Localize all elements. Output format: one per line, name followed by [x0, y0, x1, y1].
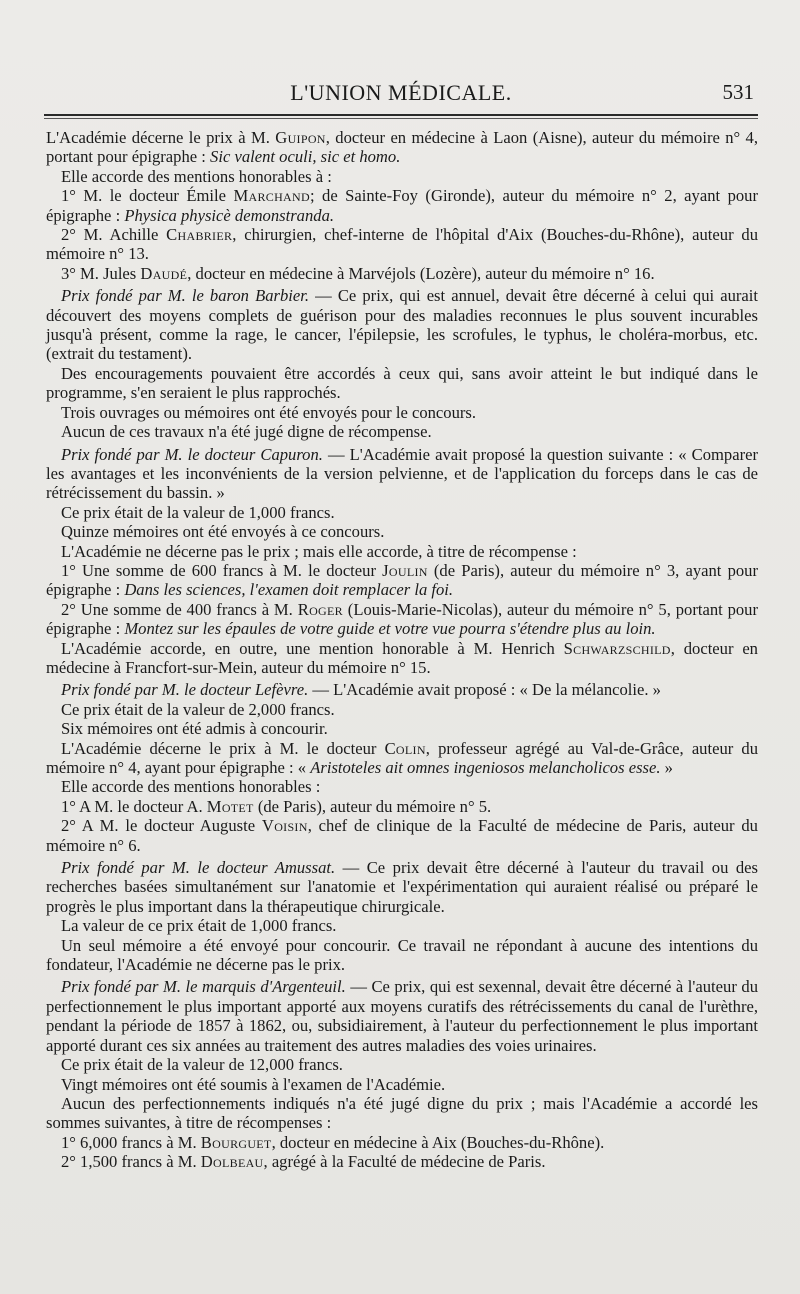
paragraph: [46, 225, 758, 264]
paragraph-text: 2° Une somme de 400 francs à M.: [60, 599, 298, 619]
paragraph: [46, 1152, 758, 1171]
paragraph: [46, 286, 758, 364]
paragraph-text: Trois ouvrages ou mémoires ont été envoyés pour le concours.: [60, 402, 477, 422]
italic-text: Prix fondé par M. le baron Barbier.: [60, 286, 310, 306]
paragraph-text: , professeur agrégé au Val-de-Grâce, auteur du mémoire n° 4, ayant pour épigraphe : «: [46, 738, 758, 777]
author-name: Roger: [297, 599, 343, 619]
paragraph-text: , agrégé à la Faculté de médecine de Paris.: [263, 1152, 546, 1172]
author-name: Voisin: [261, 816, 308, 836]
paragraph: [46, 600, 758, 639]
paragraph-text: Aucun de ces travaux n'a été jugé digne de récompense.: [60, 422, 432, 442]
paragraph-text: ; de Sainte-Foy (Gironde), auteur du mémoire n° 2, ayant pour épigraphe :: [46, 186, 758, 225]
author-name: Bourguet: [200, 1132, 272, 1152]
paragraph: [46, 445, 758, 503]
paragraph-text: 1° Une somme de 600 francs à M. le docteur: [60, 560, 383, 580]
paragraph-text: (Louis-Marie-Nicolas), auteur du mémoire n° 5, portant pour épigraphe :: [46, 599, 759, 639]
paragraph: [46, 503, 758, 522]
paragraph: [46, 128, 758, 167]
author-name: Marchand: [233, 186, 310, 206]
author-name: Motet: [206, 796, 254, 816]
paragraph: [46, 167, 758, 186]
page-number: 531: [722, 80, 754, 104]
paragraph-text: Ce prix était de la valeur de 2,000 francs.: [60, 699, 335, 719]
italic-text: Prix fondé par M. le marquis d'Argenteuil.: [60, 977, 346, 997]
paragraph-text: 3° M. Jules: [60, 263, 141, 283]
author-name: Colin: [384, 738, 426, 758]
paragraph-text: — Ce prix devait être décerné à l'auteur du travail ou des recherches basées simultanément sur l'anatomie et l'expérimentation qui auraient réalisé ou préparé le progrès le plus important dans la thérapeutique chirurgicale.: [46, 858, 758, 916]
paragraph-text: 2° 1,500 francs à M.: [60, 1152, 201, 1172]
paragraph-text: — L'Académie avait proposé la question suivante : « Comparer les avantages et les inconvénients de la version pelvienne, et de l'application du forceps dans le cas de rétrécissement du bassin. »: [46, 444, 758, 503]
paragraph: [46, 1055, 758, 1074]
italic-text: Dans les sciences, l'examen doit remplacer la foi.: [124, 580, 454, 600]
italic-text: Aristoteles ait omnes ingeniosos melancholicos esse.: [310, 758, 661, 777]
paragraph: [46, 522, 758, 541]
paragraph-text: , chirurgien, chef-interne de l'hôpital d'Aix (Bouches-du-Rhône), auteur du mémoire n° 13.: [46, 225, 758, 264]
paragraph: [46, 1075, 758, 1094]
paragraph: [46, 858, 758, 916]
paragraph-text: »: [660, 758, 673, 777]
italic-text: Prix fondé par M. le docteur Capuron.: [60, 444, 323, 464]
paragraph: [46, 186, 758, 225]
paragraph-text: 2° A M. le docteur Auguste: [60, 816, 262, 836]
paragraph-text: Ce prix était de la valeur de 12,000 francs.: [60, 1055, 343, 1075]
paragraph-text: Elle accorde des mentions honorables :: [60, 777, 321, 797]
paragraph: [46, 403, 758, 422]
paragraph: [46, 816, 758, 855]
paragraph-text: Six mémoires ont été admis à concourir.: [60, 719, 328, 739]
paragraph-text: 2° M. Achille: [60, 225, 167, 245]
page-header: [44, 80, 758, 110]
paragraph-text: L'Académie décerne le prix à M. le docteur: [60, 738, 385, 758]
paragraph-text: Aucun des perfectionnements indiqués n'a été jugé digne du prix ; mais l'Académie a accordé les sommes suivantes, à titre de récompenses :: [46, 1093, 758, 1133]
paragraph-text: , docteur en médecine à Aix (Bouches-du-Rhône).: [271, 1132, 605, 1152]
paragraph-text: — Ce prix, qui est annuel, devait être décerné à celui qui aurait découvert des moyens complets de guérison pour des maladies reconnues le plus souvent incurables jusqu'à présent, comme la rage, le cancer, l'épilepsie, les scrofules, le typhus, le choléra-morbus, etc. (extrait du testament).: [46, 286, 758, 364]
paragraph-text: , chef de clinique de la Faculté de médecine de Paris, auteur du mémoire n° 6.: [46, 816, 758, 855]
paragraph-text: — L'Académie avait proposé : « De la mélancolie. »: [308, 680, 661, 700]
author-name: Schwarzschild: [563, 638, 671, 658]
author-name: Chabrier: [166, 225, 233, 245]
document-body: [46, 128, 758, 1172]
paragraph: [46, 739, 758, 778]
paragraph-text: Ce prix était de la valeur de 1,000 francs.: [60, 502, 335, 522]
paragraph: [46, 916, 758, 935]
header-rule-thin: [44, 118, 758, 119]
italic-text: Montez sur les épaules de votre guide et votre vue pourra s'étendre plus au loin.: [124, 619, 656, 639]
paragraph-text: , docteur en médecine à Laon (Aisne), auteur du mémoire n° 4, portant pour épigraphe :: [46, 128, 758, 167]
paragraph-text: 1° A M. le docteur A.: [60, 796, 207, 816]
paragraph-text: L'Académie ne décerne pas le prix ; mais elle accorde, à titre de récompense :: [60, 541, 577, 561]
paragraph-text: (de Paris), auteur du mémoire n° 3, ayant pour épigraphe :: [46, 560, 758, 600]
author-name: Joulin: [382, 560, 428, 580]
italic-text: Prix fondé par M. le docteur Amussat.: [60, 858, 336, 878]
paragraph: [46, 797, 758, 816]
header-rule: [44, 114, 758, 116]
paragraph: [46, 777, 758, 796]
italic-text: Prix fondé par M. le docteur Lefèvre.: [60, 680, 309, 700]
paragraph-text: L'Académie accorde, en outre, une mention honorable à M. Henrich: [60, 638, 564, 658]
paragraph: [46, 422, 758, 441]
paragraph: [46, 977, 758, 1055]
paragraph-text: Quinze mémoires ont été envoyés à ce concours.: [60, 522, 385, 542]
paragraph-text: Elle accorde des mentions honorables à :: [60, 166, 332, 186]
author-name: Dolbeau: [200, 1152, 264, 1172]
paragraph: [46, 639, 758, 678]
paragraph: [46, 719, 758, 738]
author-name: Daudé: [140, 263, 188, 283]
paragraph: [46, 936, 758, 975]
paragraph-text: , docteur en médecine à Marvéjols (Lozère), auteur du mémoire n° 16.: [187, 263, 655, 283]
paragraph: [46, 1094, 758, 1133]
paragraph: [46, 680, 758, 699]
paragraph-text: La valeur de ce prix était de 1,000 francs.: [60, 916, 337, 936]
paragraph-text: (de Paris), auteur du mémoire n° 5.: [253, 796, 492, 816]
author-name: Guipon: [275, 128, 326, 147]
running-title: L'UNION MÉDICALE.: [290, 80, 512, 105]
paragraph: [46, 364, 758, 403]
paragraph: [46, 1133, 758, 1152]
paragraph-text: — Ce prix, qui est sexennal, devait être décerné à l'auteur du perfectionnement le plus important apporté aux moyens curatifs des rétrécissements du canal de l'urèthre, pendant la période de 1857 à 1862, ou, subsidiairement, à l'auteur du perfectionnement le plus important apporté durant ces six années au traitement des autres maladies des voies urinaires.: [46, 977, 758, 1055]
paragraph: [46, 700, 758, 719]
paragraph: [46, 542, 758, 561]
italic-text: Sic valent oculi, sic et homo.: [210, 147, 401, 167]
paragraph-text: Des encouragements pouvaient être accordés à ceux qui, sans avoir atteint le but indiqué dans le programme, s'en seraient le plus rapprochés.: [46, 363, 758, 403]
italic-text: Physica physicè demonstranda.: [124, 205, 335, 225]
paragraph-text: , docteur en médecine à Francfort-sur-Mein, auteur du mémoire n° 15.: [46, 638, 758, 677]
paragraph-text: Vingt mémoires ont été soumis à l'examen de l'Académie.: [60, 1074, 446, 1094]
paragraph-text: 1° 6,000 francs à M.: [60, 1132, 201, 1152]
paragraph: [46, 264, 758, 283]
paragraph: [46, 561, 758, 600]
paragraph-text: L'Académie décerne le prix à M.: [46, 128, 276, 147]
paragraph-text: Un seul mémoire a été envoyé pour concourir. Ce travail ne répondant à aucune des intentions du fondateur, l'Académie ne décerne pas le prix.: [46, 935, 758, 975]
paragraph-text: 1° M. le docteur Émile: [60, 186, 234, 206]
